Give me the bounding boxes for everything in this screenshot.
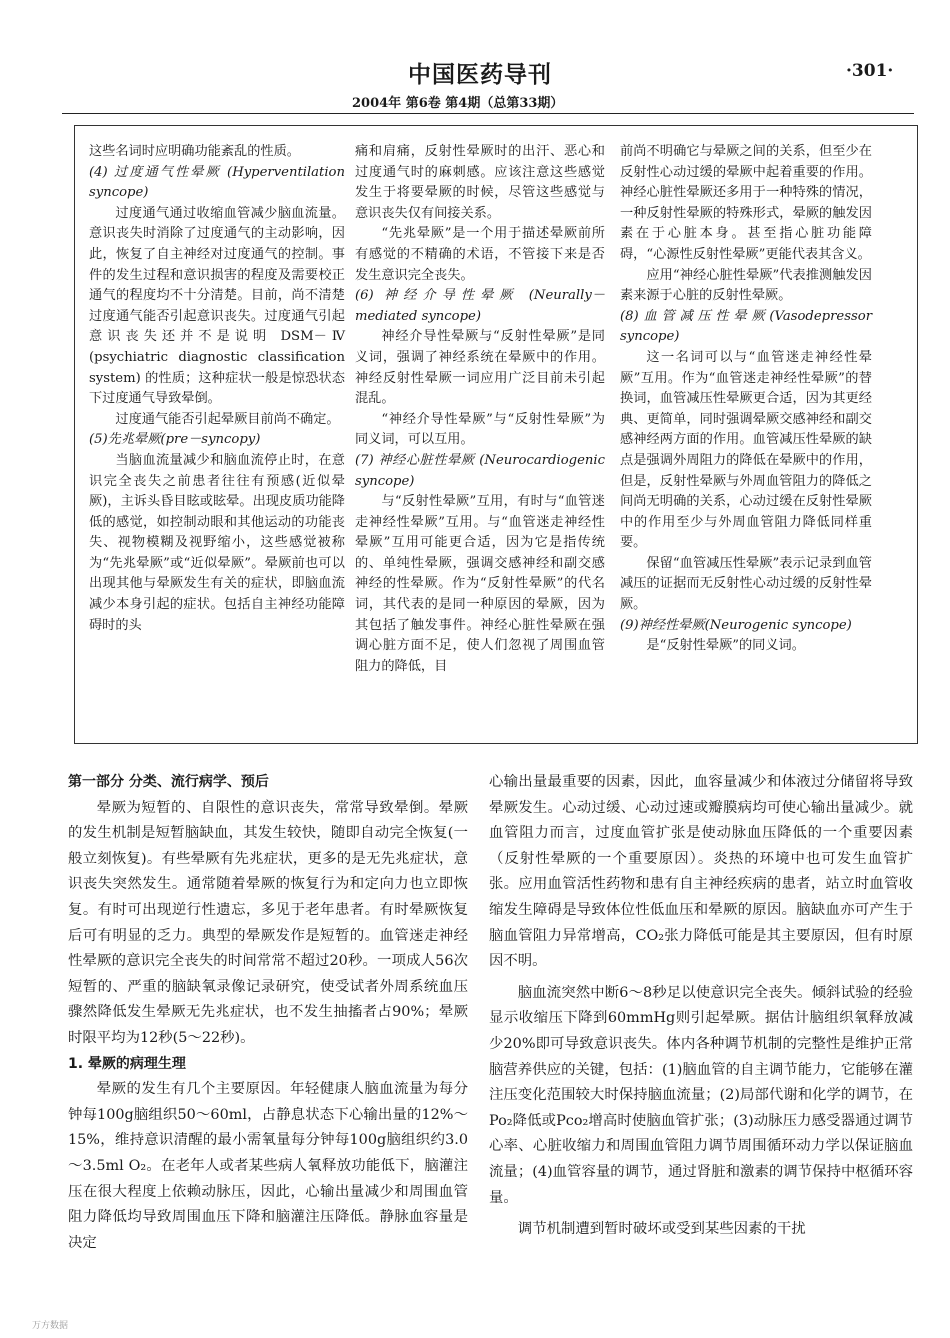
journal-title: 中国医药导刊 bbox=[408, 62, 552, 88]
header-rule bbox=[62, 113, 914, 114]
paragraph: 晕厥的发生有几个主要原因。年轻健康人脑血流量为每分钟每100g脑组织50～60ml，占静息状态下心输出量的12%～15%，维持意识清醒的最小需氧量每分钟每100g脑组织约3.0～3.5ml O₂。在老年人或者某些病人氧释放功能低下，脑灌注压在很大程度上依赖动脉压，因此，心输出量减少和周围血管阻力降低均导致周围血压下降和脑灌注压降低。静脉血容量是决定 bbox=[68, 1081, 468, 1251]
glossary-column-2 bbox=[355, 142, 605, 677]
term-heading: (5)先兆晕厥(pre－syncopy) bbox=[89, 432, 261, 448]
section-heading: 第一部分 分类、流行病学、预后 bbox=[68, 774, 269, 790]
issue-line: 2004年 第6卷 第4期（总第33期） bbox=[352, 96, 564, 111]
paragraph: 这些名词时应明确功能紊乱的性质。 bbox=[89, 144, 300, 159]
glossary-column-1 bbox=[89, 142, 345, 636]
watermark: 万方数据 bbox=[32, 1321, 69, 1331]
paragraph: “先兆晕厥”是一个用于描述晕厥前所有感觉的不精确的术语，不管接下来是否发生意识完全丧失。 bbox=[355, 226, 605, 283]
paragraph: 过度通气能否引起晕厥目前尚不确定。 bbox=[115, 411, 340, 427]
term-heading: (8)血管减压性晕厥(Vasodepressor syncope) bbox=[620, 308, 872, 345]
term-heading: (6) 神经介导性晕厥 (Neurally－mediated syncope) bbox=[355, 288, 605, 324]
paragraph: 前尚不明确它与晕厥之间的关系，但至少在反射性心动过缓的晕厥中起着重要的作用。神经心脏性晕厥还多用于一种特殊的情况，一种反射性晕厥的特殊形式，晕厥的触发因素在于心脏本身。甚至指心脏功能障碍，“心源性反射性晕厥”更能代表其含义。 bbox=[620, 144, 872, 262]
paragraph: 应用“神经心脏性晕厥”代表推测触发因素来源于心脏的反射性晕厥。 bbox=[620, 267, 872, 304]
paragraph: 晕厥为短暂的、自限性的意识丧失，常常导致晕倒。晕厥的发生机制是短暂脑缺血，其发生较快，随即自动完全恢复(一般立刻恢复)。有些晕厥有先兆症状，更多的是无先兆症状，意识丧失突然发生。通常随着晕厥的恢复行为和定向力也立即恢复。有时可出现逆行性遗忘，多见于老年患者。有时晕厥恢复后可有明显的乏力。典型的晕厥发作是短暂的。血管迷走神经性晕厥的意识完全丧失的时间常常不超过20秒。一项成人56次短暂的、严重的脑缺氧录像记录研究，使受试者外周系统血压骤然降低发生晕厥无先兆症状，也不发生抽搐者占90%；晕厥时限平均为12秒(5～22秒)。 bbox=[68, 799, 468, 1046]
paragraph: “神经介导性晕厥”与“反射性晕厥”为同义词，可以互用。 bbox=[355, 411, 605, 448]
paragraph: 是“反射性晕厥”的同义词。 bbox=[646, 638, 805, 654]
body-column-1 bbox=[68, 770, 468, 1256]
paragraph: 过度通气通过收缩血管减少脑血流量。意识丧失时消除了过度通气的主动影响，因此，恢复了自主神经对过度通气的控制。事件的发生过程和意识损害的程度及需要校正通气的程度均不十分清楚。目前，尚不清楚过度通气能否引起意识丧失。过度通气引起意识丧失还并不是说明 DSM－Ⅳ (psychiatric diagnostic classification system) 的性质；这种症状一般是惊恐状态下过度通气导致晕倒。 bbox=[89, 205, 345, 407]
term-heading: (4) 过度通气性晕厥 (Hyperventilation syncope) bbox=[89, 164, 345, 201]
term-heading: (9)神经性晕厥(Neurogenic syncope) bbox=[620, 617, 852, 633]
term-heading: (7) 神经心脏性晕厥 (Neurocardiogenic syncope) bbox=[355, 452, 605, 489]
subsection-heading: 1. 晕厥的病理生理 bbox=[68, 1055, 186, 1072]
paragraph: 当脑血流量减少和脑血流停止时，在意识完全丧失之前患者往往有预感(近似晕厥)，主诉头昏目眩或眩晕。出现皮质功能降低的感觉，如控制动眼和其他运动的功能丧失、视物模糊及视野缩小，这些感觉被称为“先兆晕厥”或“近似晕厥”。晕厥前也可以出现其他与晕厥发生有关的症状，即脑血流减少本身引起的症状。包括自主神经功能障碍时的头 bbox=[89, 452, 345, 633]
glossary-column-3 bbox=[620, 142, 872, 657]
paragraph: 痛和肩痛，反射性晕厥时的出汗、恶心和过度通气时的麻刺感。应该注意这些感觉发生于将要晕厥的时候，尽管这些感觉与意识丧失仅有间接关系。 bbox=[355, 144, 605, 221]
paragraph: 与“反射性晕厥”互用，有时与“血管迷走神经性晕厥”互用。与“血管迷走神经性晕厥”互用可能更合适，因为它是指传统的、单纯性晕厥，强调交感神经和副交感神经的性晕厥。作为“反射性晕厥”的代名词，其代表的是同一种原因的晕厥，因为其包括了触发事件。神经心脏性晕厥在强调心脏方面不足，使人们忽视了周围血管阻力的降低，目 bbox=[355, 494, 605, 674]
body-column-2 bbox=[489, 770, 913, 1243]
page-number: ·301· bbox=[846, 61, 894, 81]
paragraph: 保留“血管减压性晕厥”表示记录到血管减压的证据而无反射性心动过缓的反射性晕厥。 bbox=[620, 555, 872, 613]
paragraph: 心输出量最重要的因素，因此，血容量减少和体液过分储留将导致晕厥发生。心动过缓、心动过速或瓣膜病均可使心输出量减少。就血管阻力而言，过度血管扩张是使动脉血压降低的一个重要因素（反射性晕厥的一个重要原因）。炎热的环境中也可发生血管扩张。应用血管活性药物和患有自主神经疾病的患者，站立时血管收缩发生障碍是导致体位性低血压和晕厥的原因。脑缺血亦可产生于脑血管阻力异常增高，CO₂张力降低可能是其主要原因，但有时原因不明。 bbox=[489, 774, 913, 970]
paragraph: 脑血流突然中断6～8秒足以使意识完全丧失。倾斜试验的经验显示收缩压下降到60mmHg则引起晕厥。据估计脑组织氧释放减少20%即可导致意识丧失。体内各种调节机制的完整性是维护正常脑营养供应的关键，包括：(1)脑血管的自主调节能力，它能够在灌注压变化范围较大时保持脑血流量；(2)局部代谢和化学的调节，在Po₂降低或Pco₂增高时使脑血管扩张；(3)动脉压力感受器通过调节心率、心脏收缩力和周围血管阻力调节周围循环动力学以保证脑血流量；(4)血管容量的调节，通过肾脏和激素的调节保持中枢循环容量。 bbox=[489, 984, 913, 1206]
paragraph: 这一名词可以与“血管迷走神经性晕厥”互用。作为“血管迷走神经性晕厥”的替换词，血管减压性晕厥更合适，因为其更经典、更简单，同时强调晕厥交感神经和副交感神经两方面的作用。血管减压性晕厥的缺点是强调外周阻力的降低在晕厥中的作用，但是，反射性晕厥与外周血管阻力的降低之间尚无明确的关系，心动过缓在反射性晕厥中的作用至少与外周血管阻力降低同样重要。 bbox=[620, 349, 872, 551]
paragraph: 神经介导性晕厥与“反射性晕厥”是同义词，强调了神经系统在晕厥中的作用。神经反射性晕厥一词应用广泛目前未引起混乱。 bbox=[355, 329, 605, 407]
paragraph: 调节机制遭到暂时破坏或受到某些因素的干扰 bbox=[517, 1221, 806, 1238]
